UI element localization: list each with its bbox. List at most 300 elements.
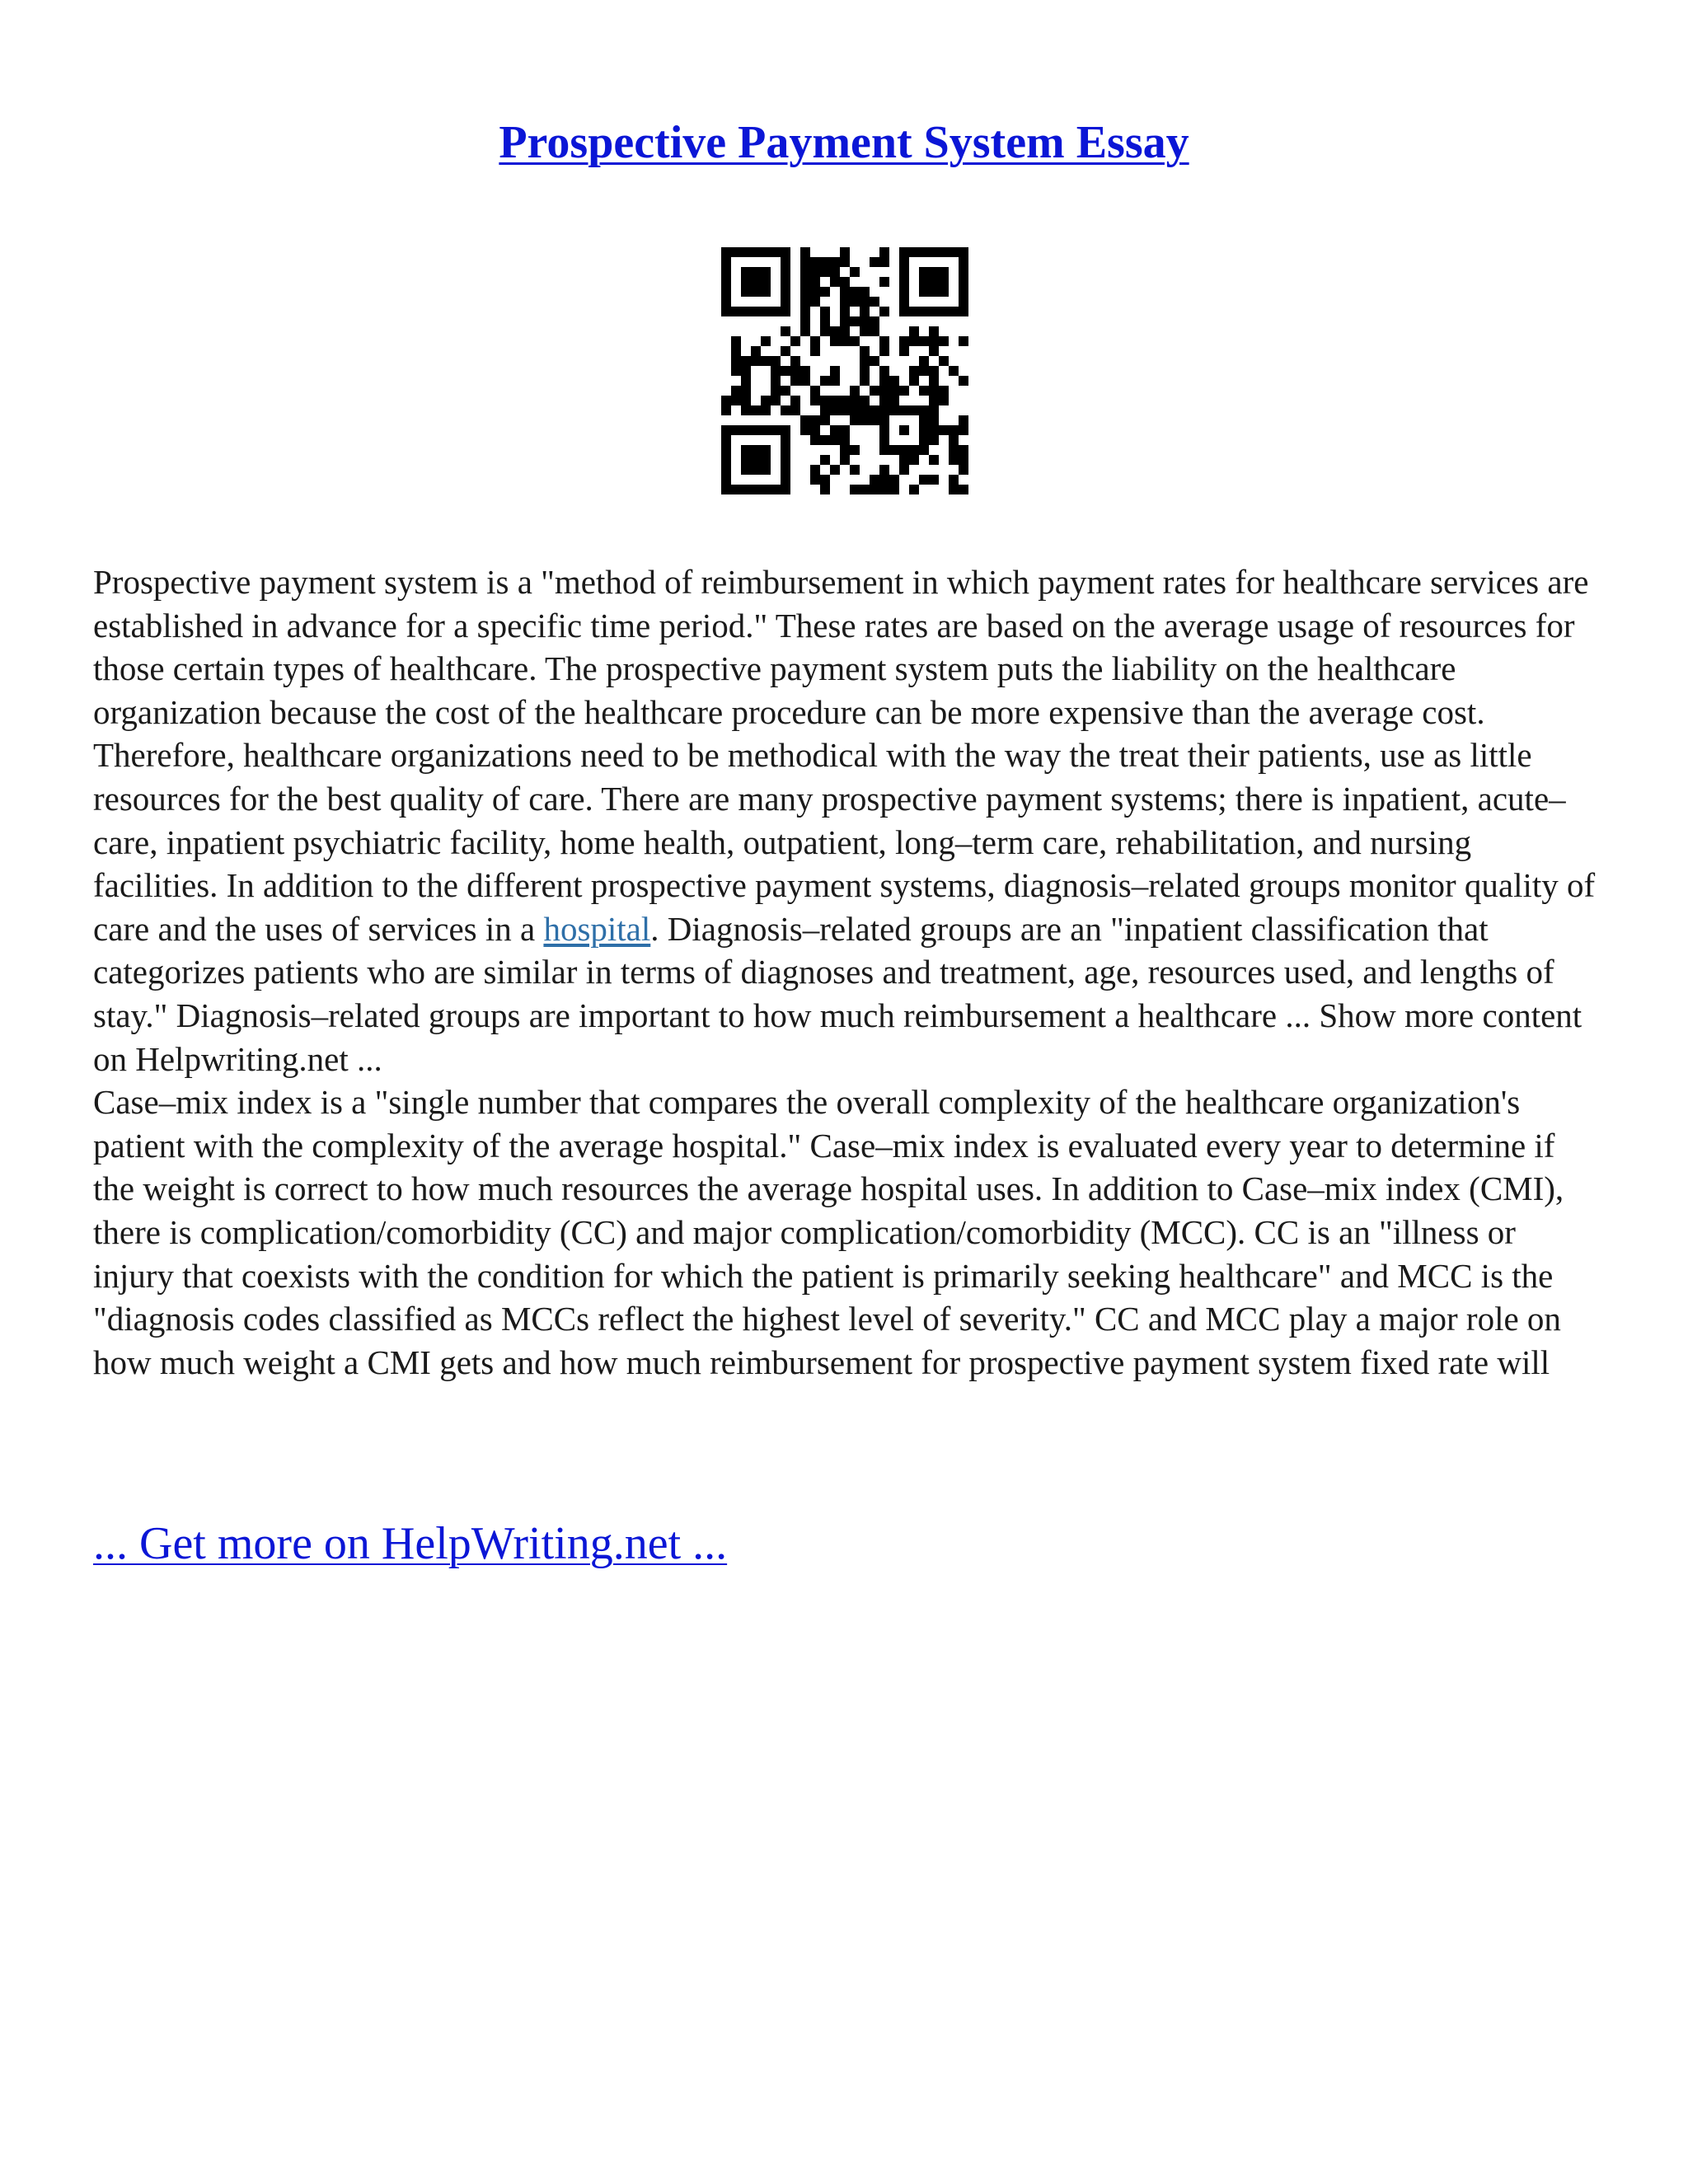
qr-module <box>810 465 820 475</box>
qr-module <box>781 247 790 257</box>
qr-module <box>850 465 860 475</box>
qr-module <box>919 277 929 287</box>
qr-module <box>761 336 771 346</box>
qr-module <box>959 336 968 346</box>
qr-module <box>939 386 949 396</box>
qr-module <box>731 366 741 376</box>
qr-module <box>860 376 870 386</box>
qr-module <box>830 376 840 386</box>
qr-module <box>879 307 889 316</box>
qr-module <box>949 307 959 316</box>
qr-module <box>860 307 870 316</box>
qr-module <box>810 257 820 267</box>
qr-module <box>870 326 879 336</box>
qr-module <box>899 297 909 307</box>
qr-module <box>879 485 889 494</box>
qr-module <box>949 435 959 445</box>
qr-module <box>781 475 790 485</box>
qr-module <box>959 287 968 297</box>
qr-module <box>959 297 968 307</box>
qr-module <box>899 425 909 435</box>
qr-module <box>939 267 949 277</box>
qr-module <box>850 415 860 425</box>
qr-module <box>741 376 751 386</box>
qr-module <box>800 267 810 277</box>
qr-module <box>830 405 840 415</box>
qr-module <box>929 267 939 277</box>
qr-module <box>939 425 949 435</box>
qr-module <box>731 425 741 435</box>
qr-module <box>879 396 889 405</box>
qr-module <box>889 475 899 485</box>
qr-module <box>929 326 939 336</box>
qr-module <box>929 346 939 356</box>
qr-module <box>959 425 968 435</box>
qr-module <box>781 287 790 297</box>
qr-module <box>721 445 731 455</box>
qr-module <box>731 356 741 366</box>
qr-module <box>721 455 731 465</box>
qr-module <box>800 297 810 307</box>
qr-module <box>939 277 949 287</box>
qr-module <box>721 267 731 277</box>
qr-module <box>850 405 860 415</box>
qr-module <box>830 465 840 475</box>
qr-module <box>840 297 850 307</box>
qr-module <box>879 465 889 475</box>
qr-module <box>879 405 889 415</box>
qr-module <box>879 445 889 455</box>
qr-module <box>889 386 899 396</box>
qr-module <box>731 396 741 405</box>
qr-module <box>860 287 870 297</box>
qr-module <box>830 336 840 346</box>
qr-module <box>781 425 790 435</box>
qr-module <box>761 425 771 435</box>
qr-module <box>820 376 830 386</box>
qr-module <box>909 247 919 257</box>
qr-module <box>781 465 790 475</box>
qr-module <box>751 287 761 297</box>
qr-module <box>959 247 968 257</box>
qr-module <box>800 257 810 267</box>
qr-module <box>800 277 810 287</box>
qr-module <box>731 346 741 356</box>
qr-module <box>741 396 751 405</box>
qr-module <box>830 366 840 376</box>
qr-module <box>721 257 731 267</box>
qr-module <box>840 396 850 405</box>
qr-module <box>929 386 939 396</box>
qr-module <box>751 247 761 257</box>
qr-module <box>860 415 870 425</box>
qr-module <box>771 485 781 494</box>
qr-module <box>850 267 860 277</box>
qr-module <box>810 287 820 297</box>
qr-module <box>781 366 790 376</box>
qr-module <box>860 366 870 376</box>
qr-module <box>899 307 909 316</box>
qr-module <box>751 485 761 494</box>
qr-module <box>741 386 751 396</box>
qr-module <box>919 475 929 485</box>
qr-module <box>790 336 800 346</box>
qr-module <box>879 415 889 425</box>
qr-module <box>790 376 800 386</box>
qr-module <box>761 485 771 494</box>
qr-module <box>810 425 820 435</box>
qr-module <box>929 307 939 316</box>
qr-module <box>860 297 870 307</box>
qr-module <box>761 405 771 415</box>
qr-module <box>820 475 830 485</box>
qr-module <box>800 316 810 326</box>
paragraph-1-text: Prospective payment system is a "method of reimbursement in which payment rates for healthcare services are established in advance for a specific time period." These rates are based on the average usage of resources for those certain types of healthcare. The prospective payment system puts the liability on the healthcare organization because the cost of the healthcare procedure can be more expensive than the average cost. Therefore, healthcare organizations need to be methodical with the way the treat their patients, use as little resources for the best quality of care. There are many prospective payment systems; there is inpatient, acute–care, inpatient psychiatric facility, home health, outpatient, long–term care, rehabilitation, and nursing facilities. In addition to the different prospective payment systems, diagnosis–related groups monitor quality of care and the uses of services in a <box>93 563 1596 948</box>
qr-module <box>800 366 810 376</box>
qr-module <box>919 336 929 346</box>
qr-module <box>781 326 790 336</box>
qr-module <box>771 247 781 257</box>
qr-module <box>820 435 830 445</box>
qr-module <box>830 435 840 445</box>
qr-module <box>889 376 899 386</box>
qr-module <box>909 307 919 316</box>
qr-module <box>899 267 909 277</box>
qr-module <box>761 287 771 297</box>
qr-module <box>840 445 850 455</box>
qr-code-icon <box>721 247 968 494</box>
qr-module <box>800 307 810 316</box>
qr-module <box>889 445 899 455</box>
qr-module <box>741 366 751 376</box>
qr-module <box>721 277 731 287</box>
qr-module <box>899 445 909 455</box>
qr-module <box>721 465 731 475</box>
qr-module <box>741 287 751 297</box>
qr-module <box>781 297 790 307</box>
qr-module <box>751 307 761 316</box>
qr-module <box>731 386 741 396</box>
qr-module <box>909 376 919 386</box>
qr-module <box>850 386 860 396</box>
qr-module <box>721 435 731 445</box>
qr-module <box>741 267 751 277</box>
qr-module <box>800 425 810 435</box>
qr-module <box>879 366 889 376</box>
qr-module <box>781 485 790 494</box>
qr-module <box>929 376 939 386</box>
qr-module <box>771 396 781 405</box>
qr-module <box>741 405 751 415</box>
qr-module <box>781 257 790 267</box>
page-title <box>0 115 1688 171</box>
qr-module <box>919 425 929 435</box>
qr-module <box>889 405 899 415</box>
qr-module <box>899 277 909 287</box>
qr-module <box>830 425 840 435</box>
essay-body <box>93 560 1601 1384</box>
qr-module <box>810 277 820 287</box>
qr-module <box>860 485 870 494</box>
qr-module <box>781 267 790 277</box>
qr-module <box>721 247 731 257</box>
qr-module <box>879 247 889 257</box>
qr-module <box>840 435 850 445</box>
qr-module <box>959 307 968 316</box>
qr-module <box>781 277 790 287</box>
qr-module <box>860 396 870 405</box>
qr-module <box>751 465 761 475</box>
qr-module <box>771 386 781 396</box>
qr-module <box>899 455 909 465</box>
qr-module <box>781 346 790 356</box>
qr-module <box>959 277 968 287</box>
qr-module <box>761 277 771 287</box>
qr-module <box>721 485 731 494</box>
qr-module <box>790 366 800 376</box>
qr-module <box>741 425 751 435</box>
qr-module <box>929 435 939 445</box>
qr-module <box>949 485 959 494</box>
qr-module <box>820 405 830 415</box>
qr-module <box>781 455 790 465</box>
qr-module <box>939 396 949 405</box>
qr-module <box>939 287 949 297</box>
qr-module <box>870 405 879 415</box>
qr-module <box>919 287 929 297</box>
qr-module <box>919 247 929 257</box>
qr-module <box>929 415 939 425</box>
qr-module <box>909 326 919 336</box>
qr-module <box>850 485 860 494</box>
qr-module <box>919 267 929 277</box>
qr-module <box>820 415 830 425</box>
qr-module <box>929 475 939 485</box>
qr-module <box>741 485 751 494</box>
qr-module <box>860 346 870 356</box>
qr-module <box>879 346 889 356</box>
qr-module <box>771 356 781 366</box>
qr-module <box>741 307 751 316</box>
qr-module <box>721 307 731 316</box>
qr-module <box>810 346 820 356</box>
qr-module <box>889 485 899 494</box>
qr-module <box>790 396 800 405</box>
qr-module <box>731 485 741 494</box>
qr-module <box>771 366 781 376</box>
qr-module <box>959 257 968 267</box>
qr-module <box>820 326 830 336</box>
qr-module <box>751 455 761 465</box>
qr-module <box>870 356 879 366</box>
qr-module <box>721 396 731 405</box>
qr-module <box>751 445 761 455</box>
qr-module <box>879 277 889 287</box>
qr-module <box>840 277 850 287</box>
qr-module <box>879 386 889 396</box>
qr-module <box>840 336 850 346</box>
qr-module <box>850 316 860 326</box>
qr-module <box>959 415 968 425</box>
qr-module <box>761 445 771 455</box>
qr-module <box>800 376 810 386</box>
qr-module <box>781 405 790 415</box>
qr-module <box>810 336 820 346</box>
qr-module <box>959 267 968 277</box>
qr-module <box>721 405 731 415</box>
qr-module <box>909 366 919 376</box>
qr-module <box>820 485 830 494</box>
paragraph-1-text-cont: . Diagnosis–related groups are an "inpatient classification that categorizes patients who are similar in terms of diagnoses and treatment, age, resources used, and lengths of stay." Diagnosis–related groups are important to how much reimbursement a healthcare ... Show more content on Helpwriting.net ... <box>93 909 1582 1078</box>
qr-module <box>870 485 879 494</box>
qr-module <box>959 485 968 494</box>
qr-module <box>820 316 830 326</box>
qr-module <box>919 307 929 316</box>
qr-module <box>830 326 840 336</box>
qr-module <box>761 247 771 257</box>
qr-module <box>929 277 939 287</box>
qr-module <box>919 366 929 376</box>
qr-module <box>731 307 741 316</box>
qr-module <box>889 396 899 405</box>
get-more-link[interactable]: ... Get more on HelpWriting.net ... <box>93 1518 728 1569</box>
qr-module <box>820 455 830 465</box>
qr-module <box>810 267 820 277</box>
qr-module <box>810 475 820 485</box>
qr-module <box>949 455 959 465</box>
qr-module <box>731 247 741 257</box>
qr-module <box>870 257 879 267</box>
qr-module <box>810 386 820 396</box>
qr-module <box>721 475 731 485</box>
qr-module <box>850 336 860 346</box>
qr-module <box>899 465 909 475</box>
qr-module <box>840 326 850 336</box>
qr-module <box>899 405 909 415</box>
qr-module <box>741 465 751 475</box>
qr-module <box>830 396 840 405</box>
qr-module <box>800 415 810 425</box>
qr-module <box>761 396 771 405</box>
qr-module <box>820 287 830 297</box>
get-more-link-container <box>93 1516 727 1572</box>
qr-module <box>820 396 830 405</box>
qr-module <box>919 415 929 425</box>
qr-module <box>820 257 830 267</box>
qr-module <box>879 425 889 435</box>
qr-module <box>949 247 959 257</box>
qr-module <box>899 346 909 356</box>
qr-module <box>949 425 959 435</box>
qr-module <box>929 405 939 415</box>
qr-module <box>939 336 949 346</box>
hospital-link[interactable]: hospital <box>543 909 651 948</box>
qr-module <box>751 267 761 277</box>
qr-module <box>919 356 929 366</box>
qr-module <box>939 307 949 316</box>
qr-module <box>840 257 850 267</box>
qr-module <box>840 455 850 465</box>
qr-module <box>899 386 909 396</box>
qr-module <box>860 356 870 366</box>
qr-module <box>929 247 939 257</box>
qr-module <box>899 287 909 297</box>
qr-module <box>741 445 751 455</box>
qr-module <box>870 386 879 396</box>
qr-module <box>949 475 959 485</box>
qr-module <box>830 267 840 277</box>
qr-module <box>899 336 909 346</box>
qr-module <box>771 425 781 435</box>
qr-module <box>781 445 790 455</box>
qr-module <box>860 405 870 415</box>
qr-module <box>810 415 820 425</box>
qr-module <box>751 356 761 366</box>
qr-module <box>909 445 919 455</box>
qr-module <box>790 405 800 415</box>
qr-module <box>810 435 820 445</box>
qr-module <box>850 297 860 307</box>
qr-module <box>761 307 771 316</box>
qr-module <box>949 445 959 455</box>
qr-module <box>721 297 731 307</box>
qr-module <box>771 307 781 316</box>
qr-module <box>870 415 879 425</box>
qr-module <box>939 356 949 366</box>
qr-module <box>850 396 860 405</box>
qr-module <box>929 425 939 435</box>
qr-module <box>949 366 959 376</box>
qr-module <box>721 425 731 435</box>
qr-module <box>781 435 790 445</box>
qr-module <box>800 326 810 336</box>
qr-module <box>959 455 968 465</box>
qr-module <box>840 425 850 435</box>
qr-module <box>820 267 830 277</box>
qr-module <box>761 465 771 475</box>
qr-module <box>929 396 939 405</box>
qr-module <box>741 356 751 366</box>
qr-module <box>959 376 968 386</box>
qr-module <box>840 287 850 297</box>
qr-module <box>959 465 968 475</box>
qr-module <box>919 445 929 455</box>
qr-module <box>810 396 820 405</box>
qr-module <box>781 307 790 316</box>
qr-module <box>731 336 741 346</box>
qr-module <box>850 445 860 455</box>
qr-module <box>761 267 771 277</box>
qr-module <box>840 316 850 326</box>
qr-module <box>899 247 909 257</box>
qr-module <box>879 435 889 445</box>
qr-module <box>870 475 879 485</box>
qr-module <box>919 386 929 396</box>
qr-module <box>929 287 939 297</box>
qr-module <box>840 307 850 316</box>
qr-module <box>850 287 860 297</box>
qr-module <box>781 386 790 396</box>
qr-module <box>879 257 889 267</box>
qr-module <box>929 336 939 346</box>
qr-module <box>830 257 840 267</box>
title-link[interactable]: Prospective Payment System Essay <box>499 117 1189 168</box>
qr-module <box>909 405 919 415</box>
qr-module <box>771 376 781 386</box>
qr-module <box>741 455 751 465</box>
qr-module <box>800 247 810 257</box>
qr-module <box>870 297 879 307</box>
